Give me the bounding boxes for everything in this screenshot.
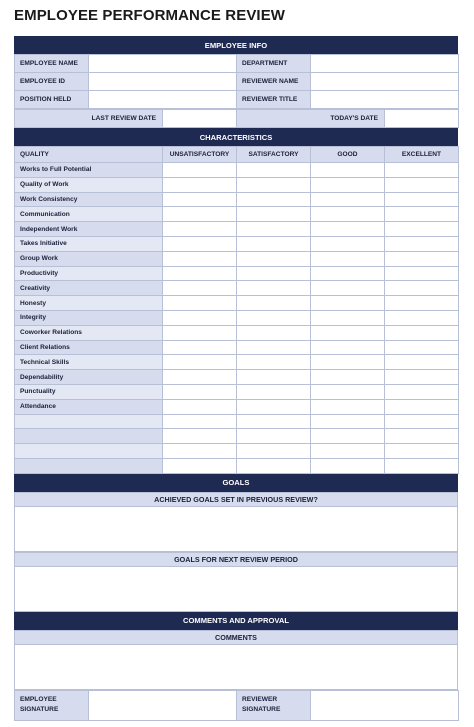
reviewer-signature-label: REVIEWER SIGNATURE — [237, 690, 311, 720]
rating-cell-good[interactable] — [311, 384, 385, 399]
quality-row — [15, 370, 459, 385]
next-goals-label: GOALS FOR NEXT REVIEW PERIOD — [14, 552, 458, 567]
quality-label: Technical Skills — [15, 355, 163, 370]
rating-cell-satisfactory[interactable] — [237, 296, 311, 311]
rating-cell-good[interactable] — [311, 414, 385, 429]
rating-cell-unsatisfactory[interactable] — [163, 310, 237, 325]
rating-cell-excellent[interactable] — [385, 207, 459, 222]
quality-label: Productivity — [15, 266, 163, 281]
position-held-field[interactable] — [89, 91, 237, 109]
achieved-goals-label: ACHIEVED GOALS SET IN PREVIOUS REVIEW? — [14, 492, 458, 507]
rating-cell-good[interactable] — [311, 399, 385, 414]
employee-id-field[interactable] — [89, 73, 237, 91]
last-review-date-field[interactable] — [163, 110, 237, 128]
quality-label: Integrity — [15, 310, 163, 325]
rating-cell-good[interactable] — [311, 281, 385, 296]
rating-cell-unsatisfactory[interactable] — [163, 296, 237, 311]
rating-cell-excellent[interactable] — [385, 251, 459, 266]
quality-row — [15, 163, 459, 178]
characteristics-column-header-row — [15, 147, 459, 163]
rating-cell-excellent[interactable] — [385, 296, 459, 311]
rating-cell-satisfactory[interactable] — [237, 192, 311, 207]
quality-label: Takes Initiative — [15, 236, 163, 251]
rating-cell-good[interactable] — [311, 251, 385, 266]
review-form — [14, 36, 458, 721]
rating-cell-good[interactable] — [311, 310, 385, 325]
rating-cell-good[interactable] — [311, 236, 385, 251]
position-held-label: POSITION HELD — [15, 91, 89, 109]
quality-label: Works to Full Potential — [15, 163, 163, 178]
quality-label: Communication — [15, 207, 163, 222]
quality-row — [15, 236, 459, 251]
quality-label: Creativity — [15, 281, 163, 296]
rating-cell-satisfactory[interactable] — [237, 207, 311, 222]
comments-field[interactable] — [14, 645, 458, 690]
quality-label: Honesty — [15, 296, 163, 311]
quality-row — [15, 458, 459, 473]
rating-cell-good[interactable] — [311, 458, 385, 473]
quality-row — [15, 222, 459, 237]
last-review-date-label: LAST REVIEW DATE — [15, 110, 163, 128]
rating-cell-unsatisfactory[interactable] — [163, 236, 237, 251]
rating-cell-unsatisfactory[interactable] — [163, 384, 237, 399]
column-header-quality: QUALITY — [15, 147, 163, 163]
rating-cell-unsatisfactory[interactable] — [163, 177, 237, 192]
rating-cell-unsatisfactory[interactable] — [163, 414, 237, 429]
rating-cell-excellent[interactable] — [385, 310, 459, 325]
reviewer-title-label: REVIEWER TITLE — [237, 91, 311, 109]
quality-row — [15, 414, 459, 429]
quality-row — [15, 325, 459, 340]
rating-cell-satisfactory[interactable] — [237, 429, 311, 444]
rating-cell-unsatisfactory[interactable] — [163, 355, 237, 370]
rating-cell-unsatisfactory[interactable] — [163, 340, 237, 355]
rating-cell-good[interactable] — [311, 429, 385, 444]
rating-cell-excellent[interactable] — [385, 177, 459, 192]
rating-cell-satisfactory[interactable] — [237, 340, 311, 355]
quality-row — [15, 251, 459, 266]
comments-label: COMMENTS — [14, 630, 458, 645]
rating-cell-excellent[interactable] — [385, 222, 459, 237]
rating-cell-satisfactory[interactable] — [237, 266, 311, 281]
rating-cell-unsatisfactory[interactable] — [163, 222, 237, 237]
rating-cell-satisfactory[interactable] — [237, 399, 311, 414]
reviewer-signature-field[interactable] — [311, 690, 459, 720]
quality-label: Coworker Relations — [15, 325, 163, 340]
page-title: EMPLOYEE PERFORMANCE REVIEW — [14, 7, 286, 24]
rating-cell-satisfactory[interactable] — [237, 444, 311, 459]
quality-label: Independent Work — [15, 222, 163, 237]
rating-cell-satisfactory[interactable] — [237, 384, 311, 399]
rating-cell-satisfactory[interactable] — [237, 281, 311, 296]
dates-table — [14, 109, 459, 128]
quality-row — [15, 281, 459, 296]
column-header-unsatisfactory: UNSATISFACTORY — [163, 147, 237, 163]
quality-label: Attendance — [15, 399, 163, 414]
rating-cell-good[interactable] — [311, 192, 385, 207]
quality-row — [15, 207, 459, 222]
characteristics-header: CHARACTERISTICS — [14, 128, 458, 146]
quality-row — [15, 340, 459, 355]
todays-date-field[interactable] — [385, 110, 459, 128]
rating-cell-unsatisfactory[interactable] — [163, 429, 237, 444]
quality-label: Punctuality — [15, 384, 163, 399]
quality-label: Quality of Work — [15, 177, 163, 192]
quality-label — [15, 429, 163, 444]
rating-cell-unsatisfactory[interactable] — [163, 251, 237, 266]
comments-approval-header: COMMENTS AND APPROVAL — [14, 612, 458, 630]
rating-cell-excellent[interactable] — [385, 458, 459, 473]
rating-cell-excellent[interactable] — [385, 399, 459, 414]
employee-id-label: EMPLOYEE ID — [15, 73, 89, 91]
rating-cell-satisfactory[interactable] — [237, 414, 311, 429]
rating-cell-unsatisfactory[interactable] — [163, 325, 237, 340]
rating-cell-good[interactable] — [311, 355, 385, 370]
rating-cell-unsatisfactory[interactable] — [163, 399, 237, 414]
goals-header: GOALS — [14, 474, 458, 492]
rating-cell-satisfactory[interactable] — [237, 325, 311, 340]
rating-cell-satisfactory[interactable] — [237, 458, 311, 473]
rating-cell-good[interactable] — [311, 177, 385, 192]
employee-signature-label: EMPLOYEE SIGNATURE — [15, 690, 89, 720]
rating-cell-good[interactable] — [311, 340, 385, 355]
rating-cell-good[interactable] — [311, 222, 385, 237]
rating-cell-unsatisfactory[interactable] — [163, 266, 237, 281]
quality-row — [15, 177, 459, 192]
column-header-satisfactory: SATISFACTORY — [237, 147, 311, 163]
quality-label: Dependability — [15, 370, 163, 385]
rating-cell-satisfactory[interactable] — [237, 355, 311, 370]
rating-cell-good[interactable] — [311, 296, 385, 311]
rating-cell-good[interactable] — [311, 325, 385, 340]
rating-cell-excellent[interactable] — [385, 414, 459, 429]
rating-cell-excellent[interactable] — [385, 429, 459, 444]
rating-cell-unsatisfactory[interactable] — [163, 458, 237, 473]
rating-cell-good[interactable] — [311, 207, 385, 222]
employee-name-field[interactable] — [89, 55, 237, 73]
achieved-goals-field[interactable] — [14, 507, 458, 552]
quality-label — [15, 414, 163, 429]
rating-cell-unsatisfactory[interactable] — [163, 163, 237, 178]
rating-cell-unsatisfactory[interactable] — [163, 370, 237, 385]
rating-cell-excellent[interactable] — [385, 192, 459, 207]
rating-cell-unsatisfactory[interactable] — [163, 207, 237, 222]
department-field[interactable] — [311, 55, 459, 73]
employee-name-label: EMPLOYEE NAME — [15, 55, 89, 73]
quality-label: Client Relations — [15, 340, 163, 355]
rating-cell-excellent[interactable] — [385, 325, 459, 340]
quality-row — [15, 296, 459, 311]
rating-cell-unsatisfactory[interactable] — [163, 444, 237, 459]
rating-cell-satisfactory[interactable] — [237, 310, 311, 325]
quality-row — [15, 429, 459, 444]
quality-row — [15, 355, 459, 370]
rating-cell-excellent[interactable] — [385, 355, 459, 370]
rating-cell-good[interactable] — [311, 370, 385, 385]
todays-date-label: TODAY'S DATE — [237, 110, 385, 128]
quality-row — [15, 266, 459, 281]
quality-row — [15, 399, 459, 414]
department-label: DEPARTMENT — [237, 55, 311, 73]
rating-cell-satisfactory[interactable] — [237, 236, 311, 251]
signature-table — [14, 690, 459, 721]
rating-cell-good[interactable] — [311, 266, 385, 281]
rating-cell-satisfactory[interactable] — [237, 370, 311, 385]
rating-cell-satisfactory[interactable] — [237, 251, 311, 266]
rating-cell-satisfactory[interactable] — [237, 177, 311, 192]
rating-cell-excellent[interactable] — [385, 266, 459, 281]
rating-cell-excellent[interactable] — [385, 370, 459, 385]
quality-label: Work Consistency — [15, 192, 163, 207]
employee-info-table — [14, 54, 459, 109]
rating-cell-unsatisfactory[interactable] — [163, 281, 237, 296]
reviewer-title-field[interactable] — [311, 91, 459, 109]
next-goals-field[interactable] — [14, 567, 458, 612]
rating-cell-good[interactable] — [311, 163, 385, 178]
reviewer-name-field[interactable] — [311, 73, 459, 91]
quality-label — [15, 444, 163, 459]
rating-cell-excellent[interactable] — [385, 384, 459, 399]
rating-cell-excellent[interactable] — [385, 163, 459, 178]
quality-row — [15, 444, 459, 459]
quality-row — [15, 192, 459, 207]
quality-row — [15, 310, 459, 325]
column-header-good: GOOD — [311, 147, 385, 163]
rating-cell-satisfactory[interactable] — [237, 163, 311, 178]
rating-cell-excellent[interactable] — [385, 444, 459, 459]
column-header-excellent: EXCELLENT — [385, 147, 459, 163]
rating-cell-excellent[interactable] — [385, 340, 459, 355]
employee-info-header: EMPLOYEE INFO — [14, 36, 458, 54]
quality-label: Group Work — [15, 251, 163, 266]
rating-cell-good[interactable] — [311, 444, 385, 459]
quality-label — [15, 458, 163, 473]
reviewer-name-label: REVIEWER NAME — [237, 73, 311, 91]
rating-cell-unsatisfactory[interactable] — [163, 192, 237, 207]
characteristics-table — [14, 146, 459, 474]
rating-cell-excellent[interactable] — [385, 281, 459, 296]
quality-row — [15, 384, 459, 399]
rating-cell-satisfactory[interactable] — [237, 222, 311, 237]
employee-signature-field[interactable] — [89, 690, 237, 720]
rating-cell-excellent[interactable] — [385, 236, 459, 251]
